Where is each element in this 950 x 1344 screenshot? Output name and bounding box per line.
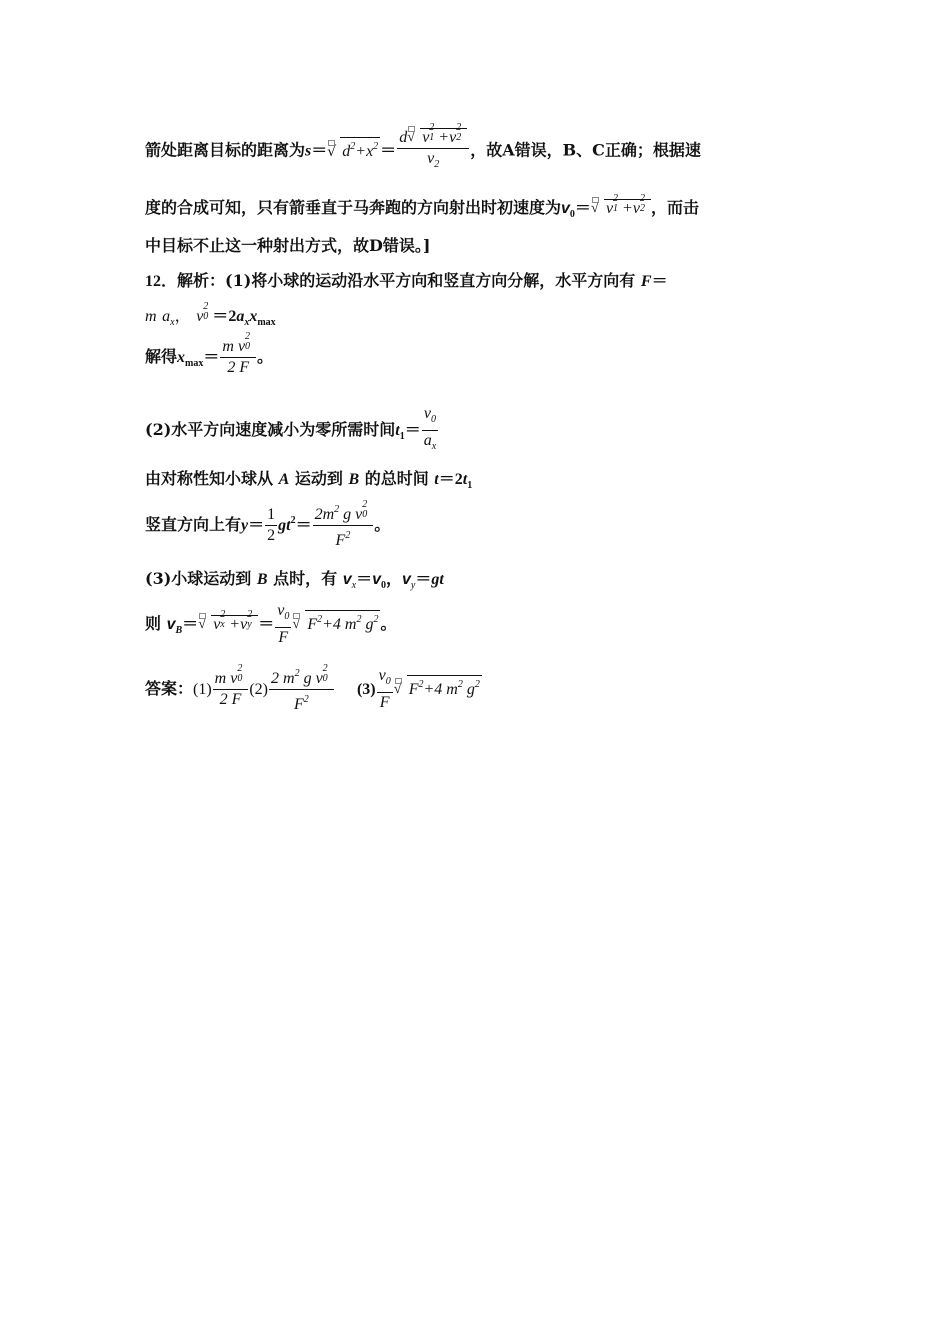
line-9: 竖直方向上有y＝ $\frac{1}{2}$ $gt^2=$ $2m^2$ g v 2 0 $F^2$ 。 <box>145 499 391 549</box>
line-5: m $a_x$， v 2 0 $=2a_xx_{max}$ <box>145 301 276 328</box>
line-7: (2)水平方向速度减小为零所需时间$t_1=$ $\frac{v_0}{a_x}$ <box>145 405 439 456</box>
line-2: 度的合成可知，只有箭垂直于马奔跑的方向射出时初速度为$v_0=$ √ v 2 1 +v 2 2 ，而击 <box>145 193 699 220</box>
answer-3-fraction: $\frac{v_0}{F}$ <box>378 667 391 711</box>
text: ，而击 <box>650 198 699 217</box>
text: 中目标不止这一种射出方式，故D错误。] <box>145 236 431 255</box>
text: ，故A错误，B、C正确；根据速 <box>470 140 701 160</box>
fraction-half: $\frac{1}{2}$ <box>267 506 276 544</box>
answer-part-2: (2) <box>249 681 268 698</box>
line-4: 12．解析：(1)将小球的运动沿水平方向和竖直方向分解，水平方向有 F＝ <box>145 271 668 290</box>
line-10: (3)小球运动到 B 点时，有 $v_x=v_0$，$v_y=gt$ <box>145 569 444 591</box>
line-3 <box>145 233 430 256</box>
line-8: 由对称性知小球从 A 运动到 B 的总时间 $t=2t_1$ <box>145 469 473 491</box>
text: (3)小球运动到 <box>145 569 252 588</box>
line-1: 箭处距离目标的距离为s＝ √ $d^2+x^2$ ＝ d √ v 2 1 +v 2 2 $v_2$ ，故A错误，B、C正确；根据速 <box>145 128 701 174</box>
sqrt-v1-v2: √ v 2 1 +v 2 2 <box>591 199 651 218</box>
answer-1-fraction: m v 2 0 2 F <box>213 670 249 709</box>
fraction-y: $2m^2$ g v 2 0 $F^2$ <box>313 501 374 550</box>
sqrt-vx-vy: √ v 2 x +v 2 y <box>198 615 258 634</box>
answer-2-fraction: 2 $m^2$ g v 2 0 $F^2$ <box>269 665 334 714</box>
text: (2)水平方向速度减小为零所需时间 <box>145 420 396 439</box>
text: 箭处距离目标的距离为 <box>145 140 306 160</box>
question-number: 12． <box>145 273 178 290</box>
text: 则 <box>145 614 162 633</box>
var-s: s <box>305 142 312 160</box>
fraction-t1: $\frac{v_0}{a_x}$ <box>423 405 437 452</box>
analysis-label: 解析： <box>177 271 226 290</box>
answer-3-sqrt: √ $F^2+4$ $m^2$ $g^2$ <box>394 675 482 699</box>
answer-line <box>145 665 482 714</box>
text: (1)将小球的运动沿水平方向和竖直方向分解，水平方向有 <box>225 271 636 290</box>
text: 由对称性知小球从 <box>145 469 274 488</box>
answer-label: 答案： <box>145 679 194 698</box>
text: 解得 <box>145 347 178 366</box>
var-v0: v <box>561 200 570 217</box>
text: 竖直方向上有 <box>145 515 242 534</box>
fraction-v0-F: $\frac{v_0}{F}$ <box>277 602 290 646</box>
line-6: 解得$x_{max}=$ m v 2 0 2 F 。 <box>145 331 274 376</box>
answer-part-1: (1) <box>193 681 212 698</box>
fraction-distance: d √ v 2 1 +v 2 2 $v_2$ <box>397 128 469 174</box>
sqrt-d2-x2: √ $d^2+x^2$ <box>327 137 380 161</box>
sqrt-F2-4m2g2: √ $F^2+4$ $m^2$ $g^2$ <box>292 610 380 634</box>
text: 度的合成可知，只有箭垂直于马奔跑的方向射出时初速度为 <box>145 198 562 217</box>
answer-part-3: (3) <box>356 681 376 698</box>
line-11: 则 $v_B=$ √ v 2 x +v 2 y ＝ $\frac{v_0}{F}$ √ $F^2+4$ $m^2$ $g^2$ 。 <box>145 602 397 646</box>
fraction-xmax: m v 2 0 2 F <box>220 338 256 377</box>
